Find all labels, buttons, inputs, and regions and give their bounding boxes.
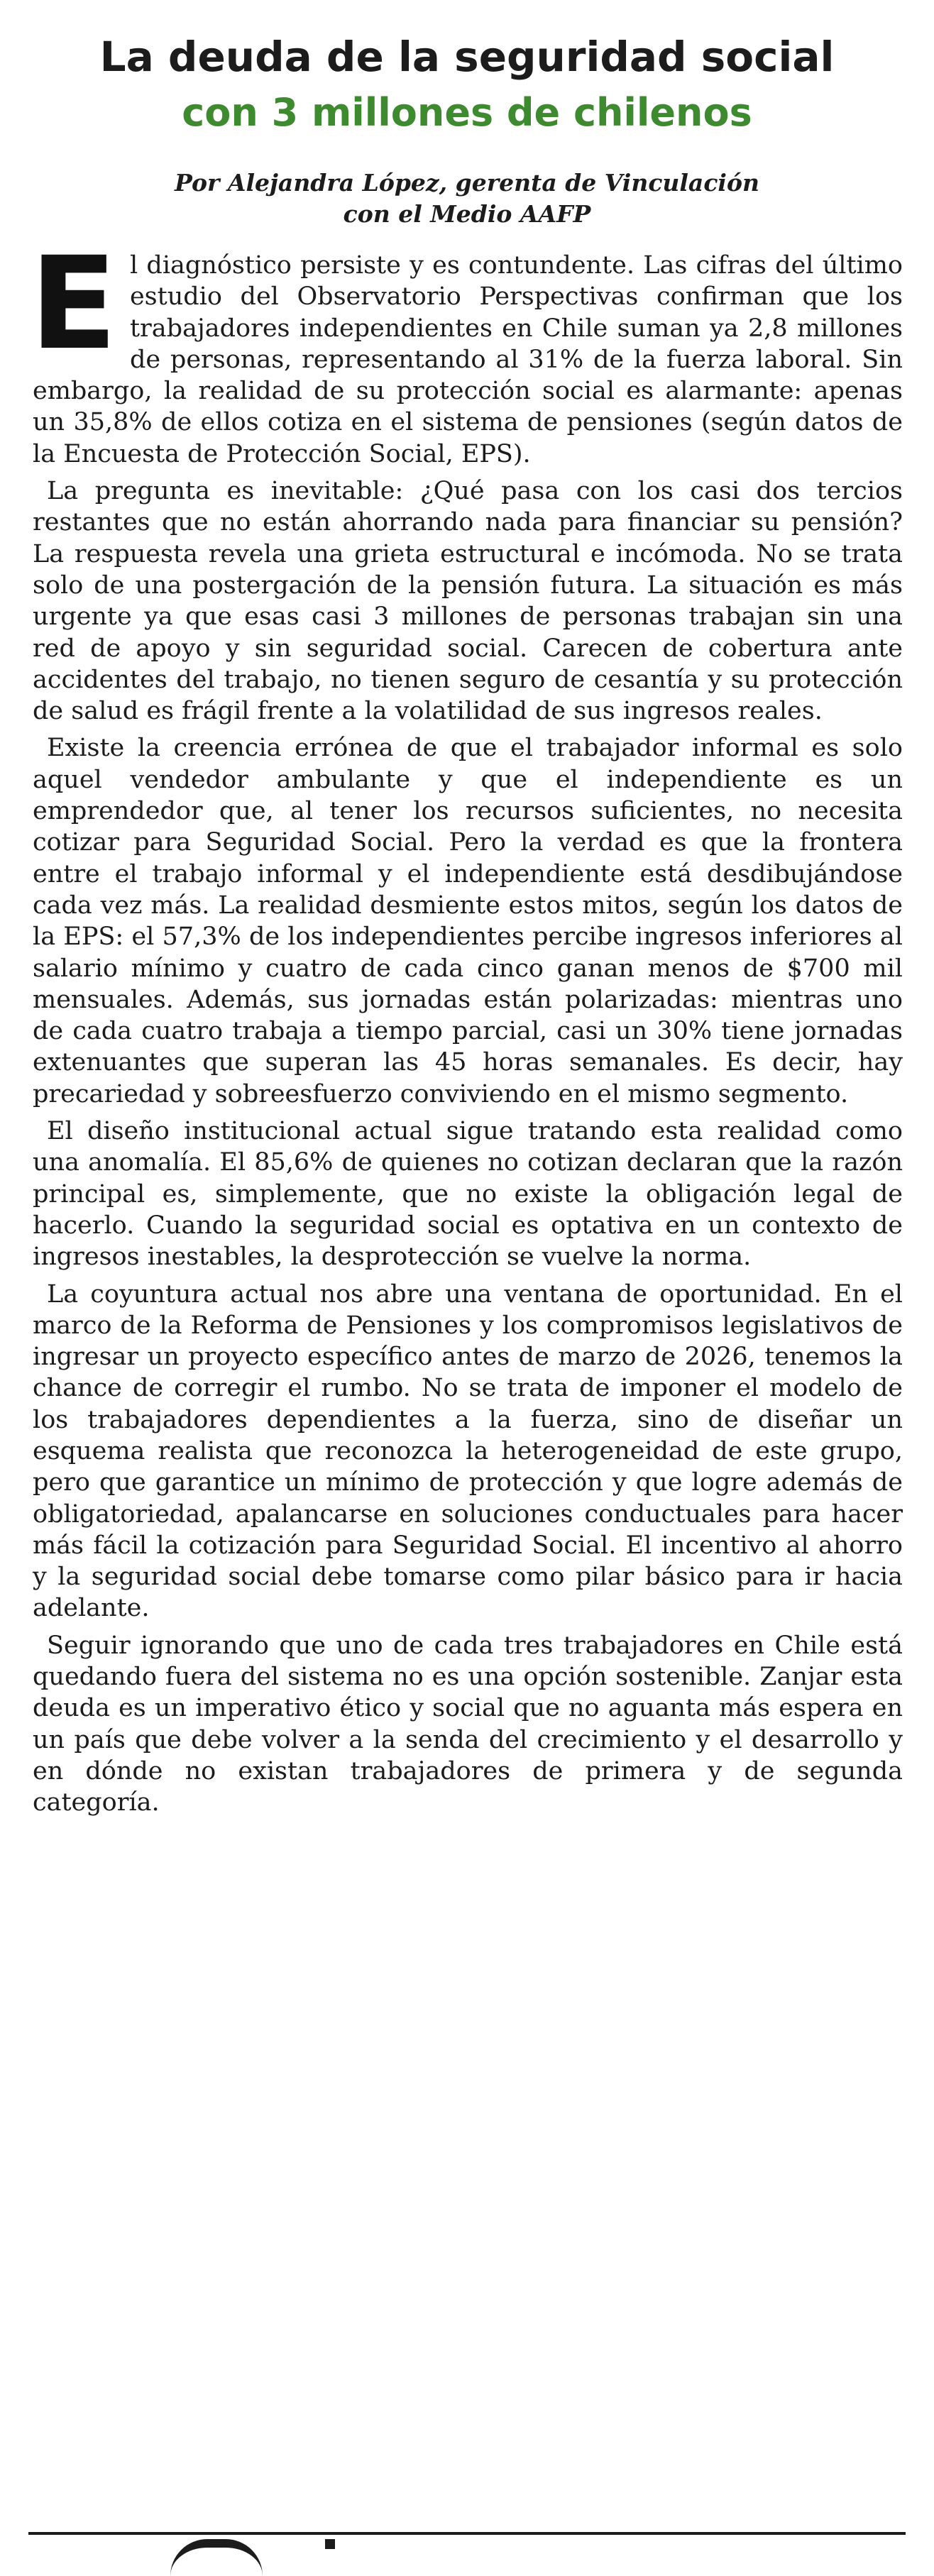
byline-line-1: Por Alejandra López, gerenta de Vinculación bbox=[175, 169, 759, 197]
article-body bbox=[30, 230, 903, 1824]
byline-line-2: con el Medio AAFP bbox=[343, 200, 591, 228]
headline-line-2: con 3 millones de chilenos bbox=[182, 90, 752, 135]
article-paragraph-1-text: l diagnóstico persiste y es contundente. Las cifras del último estudio del Observatorio Perspectivas confirman que los trabajadores independientes en Chile suman ya 2,8 millones de personas, representando al 31% de la fuerza laboral. Sin embargo, la realidad de su protección social es alarmante: apenas un 35,8% de ellos cotiza en el sistema de pensiones (según datos de la Encuesta de Protección Social, EPS). bbox=[33, 251, 903, 468]
headline-line-1: La deuda de la seguridad social bbox=[99, 33, 835, 81]
footer-divider bbox=[28, 2532, 906, 2535]
article-paragraph-3: Existe la creencia errónea de que el trabajador informal es solo aquel vendedor ambulante y que el independiente es un emprendedor que, al tener los recursos suficientes, no necesita cotizar para Seguridad Social. Pero la verdad es que la frontera entre el trabajo informal y el independiente está desdibujándose cada vez más. La realidad desmiente estos mitos, según los datos de la EPS: el 57,3% de los independientes percibe ingresos inferiores al salario mínimo y cuatro de cada cinco ganan menos de $700 mil mensuales. Además, sus jornadas están polarizadas: mientras uno de cada cuatro trabaja a tiempo parcial, casi un 30% tiene jornadas extenuantes que superan las 45 horas semanales. Es decir, hay precariedad y sobreesfuerzo conviviendo en el mismo segmento. bbox=[33, 734, 903, 1108]
article-paragraph-1 bbox=[30, 230, 903, 470]
article-paragraph-2: La pregunta es inevitable: ¿Qué pasa con los casi dos tercios restantes que no están ahorrando nada para financiar su pensión? La respuesta revela una grieta estructural e incómoda. No se trata solo de una postergación de la pensión futura. La situación es más urgente ya que esas casi 3 millones de personas trabajan sin una red de apoyo y sin seguridad social. Carecen de cobertura ante accidentes del trabajo, no tienen seguro de cesantía y su protección de salud es frágil frente a la volatilidad de sus ingresos reales. bbox=[33, 477, 903, 726]
article-paragraph-4: El diseño institucional actual sigue tratando esta realidad como una anomalía. El 85,6% de quienes no cotizan declaran que la razón principal es, simplemente, que no existe la obligación legal de hacerlo. Cuando la seguridad social es optativa en un contexto de ingresos inestables, la desprotección se vuelve la norma. bbox=[33, 1117, 903, 1272]
drop-cap: E bbox=[30, 230, 117, 378]
footer-mark-icon bbox=[325, 2539, 335, 2549]
footer-logo-icon bbox=[170, 2539, 263, 2576]
article-paragraph-5: La coyuntura actual nos abre una ventana de oportunidad. En el marco de la Reforma de Pensiones y los compromisos legislativos de ingresar un proyecto específico antes de marzo de 2026, tenemos la chance de corregir el rumbo. No se trata de imponer el modelo de los trabajadores dependientes a la fuerza, sino de diseñar un esquema realista que reconozca la heterogeneidad de este grupo, pero que garantice un mínimo de protección y que logre además de obligatoriedad, apalancarse en soluciones conductuales para hacer más fácil la cotización para Seguridad Social. El incentivo al ahorro y la seguridad social debe tomarse como pilar básico para ir hacia adelante. bbox=[33, 1279, 903, 1623]
article-paragraph-6: Seguir ignorando que uno de cada tres trabajadores en Chile está quedando fuera del sistema no es una opción sostenible. Zanjar esta deuda es un imperativo ético y social que no aguanta más espera en un país que debe volver a la senda del crecimiento y el desarrollo y en dónde no existan trabajadores de primera y de segunda categoría. bbox=[33, 1631, 903, 1817]
